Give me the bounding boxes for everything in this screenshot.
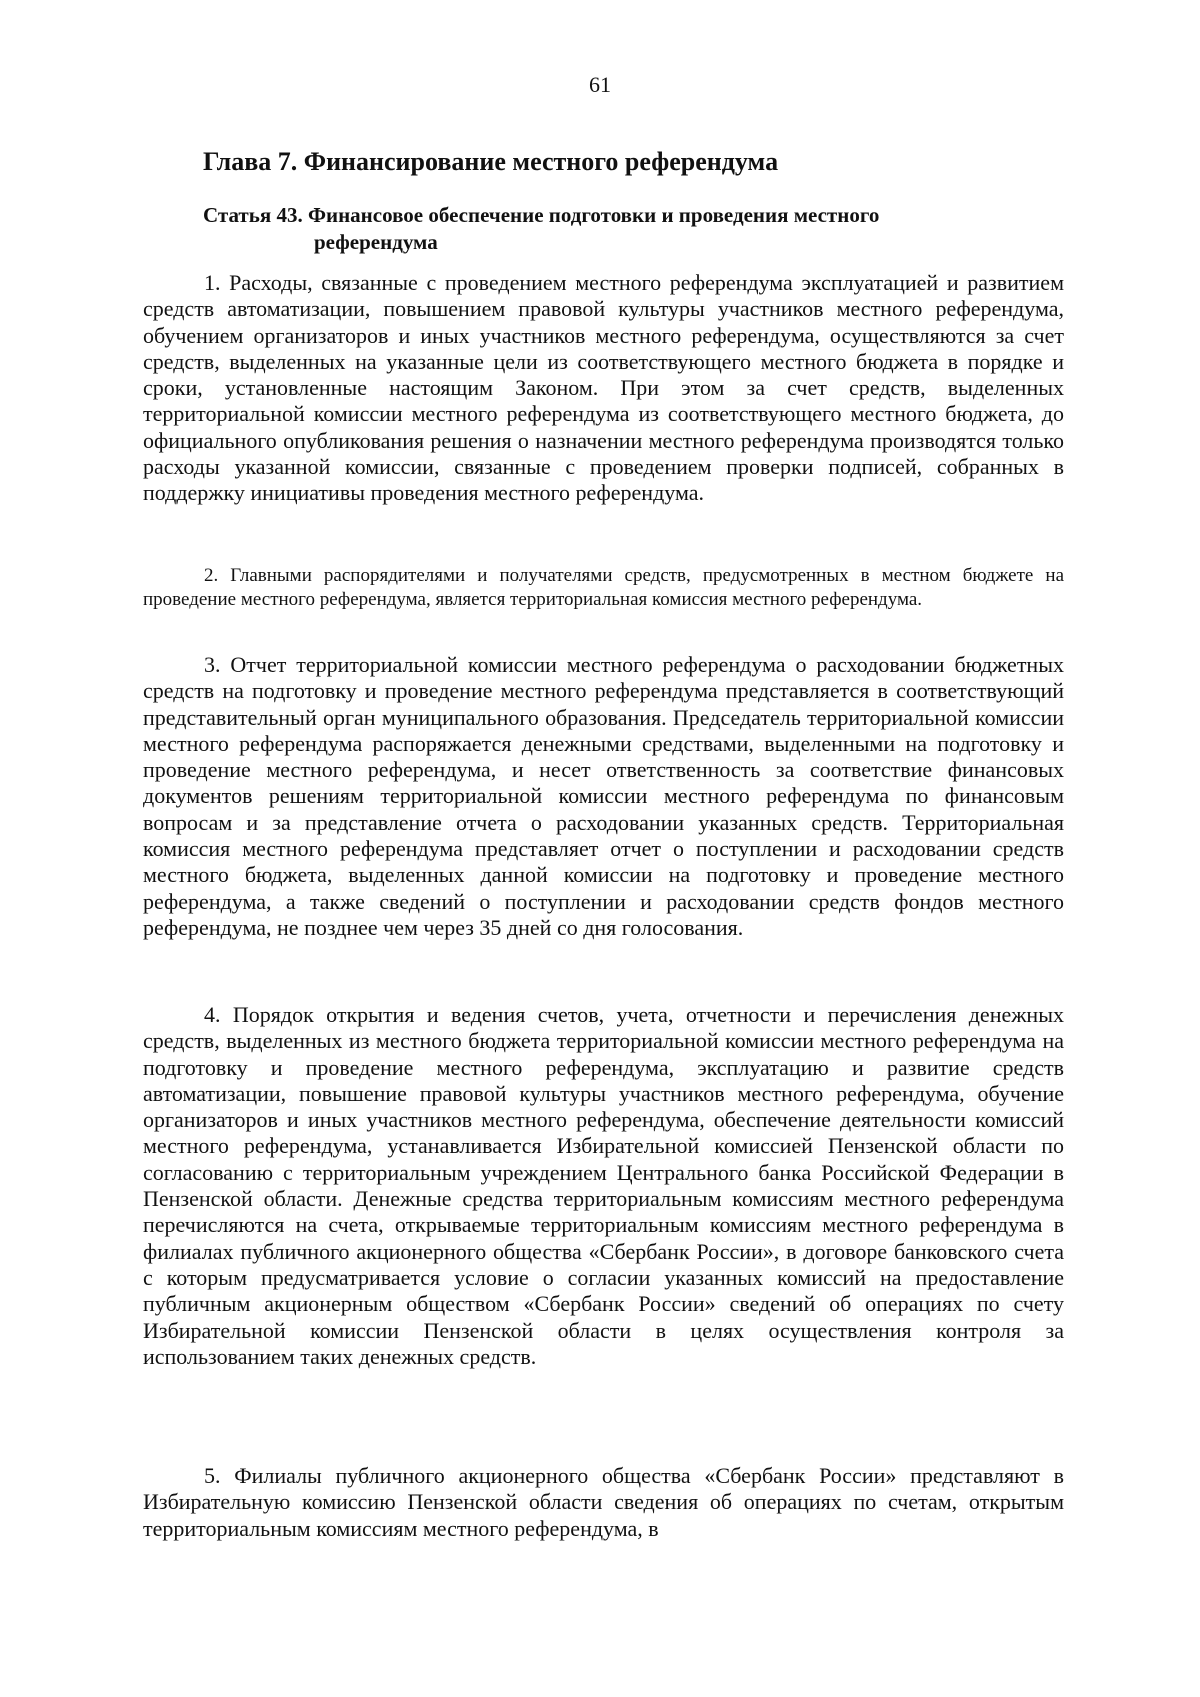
paragraph-4: 4. Порядок открытия и ведения счетов, учета, отчетности и перечисления денежных средств, выделенных из местного бюджета территориальной комиссии местного референдума на подготовку и проведение местного референдума, эксплуатацию и развитие средств автоматизации, повышение правовой культуры участников местного референдума, обучение организаторов и иных участников местного референдума, обеспечение деятельности комиссий местного референдума, устанавливается Избирательной комиссией Пензенской области по согласованию с территориальным учреждением Центрального банка Российской Федерации в Пензенской области. Денежные средства территориальным комиссиям местного референдума перечисляются на счета, открываемые территориальным комиссиям местного референдума в филиалах публичного акционерного общества «Сбербанк России», в договоре банковского счета с которым предусматривается условие о согласии указанных комиссий на предоставление публичным акционерным обществом «Сбербанк России» сведений об операциях по счету Избирательной комиссии Пензенской области в целях осуществления контроля за использованием таких денежных средств.	[143, 1002, 1064, 1369]
article-title-line2: референдума	[314, 230, 438, 254]
paragraph-1: 1. Расходы, связанные с проведением местного референдума эксплуатацией и развитием средств автоматизации, повышением правовой культуры участников местного референдума, обучением организаторов и иных участников местного референдума, осуществляются за счет средств, выделенных на указанные цели из соответствующего местного бюджета в порядке и сроки, установленные настоящим Законом. При этом за счет средств, выделенных территориальной комиссии местного референдума из соответствующего местного бюджета, до официального опубликования решения о назначении местного референдума производятся только расходы указанной комиссии, связанные с проведением проверки подписей, собранных в поддержку инициативы проведения местного референдума.	[143, 270, 1064, 506]
article-heading	[203, 202, 1033, 256]
paragraph-2: 2. Главными распорядителями и получателями средств, предусмотренных в местном бюджете на проведение местного референдума, является территориальная комиссия местного референдума.	[143, 565, 1064, 610]
paragraph-5: 5. Филиалы публичного акционерного общества «Сбербанк России» представляют в Избирательную комиссию Пензенской области сведения об операциях по счетам, открытым территориальным комиссиям местного референдума, в	[143, 1463, 1064, 1541]
page-number: 61	[589, 72, 611, 97]
paragraph-3: 3. Отчет территориальной комиссии местного референдума о расходовании бюджетных средств на подготовку и проведение местного референдума представляется в соответствующий представительный орган муниципального образования. Председатель территориальной комиссии местного референдума распоряжается денежными средствами, выделенными на подготовку и проведение местного референдума, и несет ответственность за соответствие финансовых документов решениям территориальной комиссии местного референдума по финансовым вопросам и за представление отчета о расходовании указанных средств. Территориальная комиссия местного референдума представляет отчет о поступлении и расходовании средств местного бюджета, выделенных данной комиссии на подготовку и проведение местного референдума, а также сведений о поступлении и расходовании средств фондов местного референдума, не позднее чем через 35 дней со дня голосования.	[143, 652, 1064, 940]
chapter-title: Глава 7. Финансирование местного референдума	[203, 147, 779, 176]
article-title-line1: Статья 43. Финансовое обеспечение подготовки и проведения местного	[203, 203, 880, 227]
